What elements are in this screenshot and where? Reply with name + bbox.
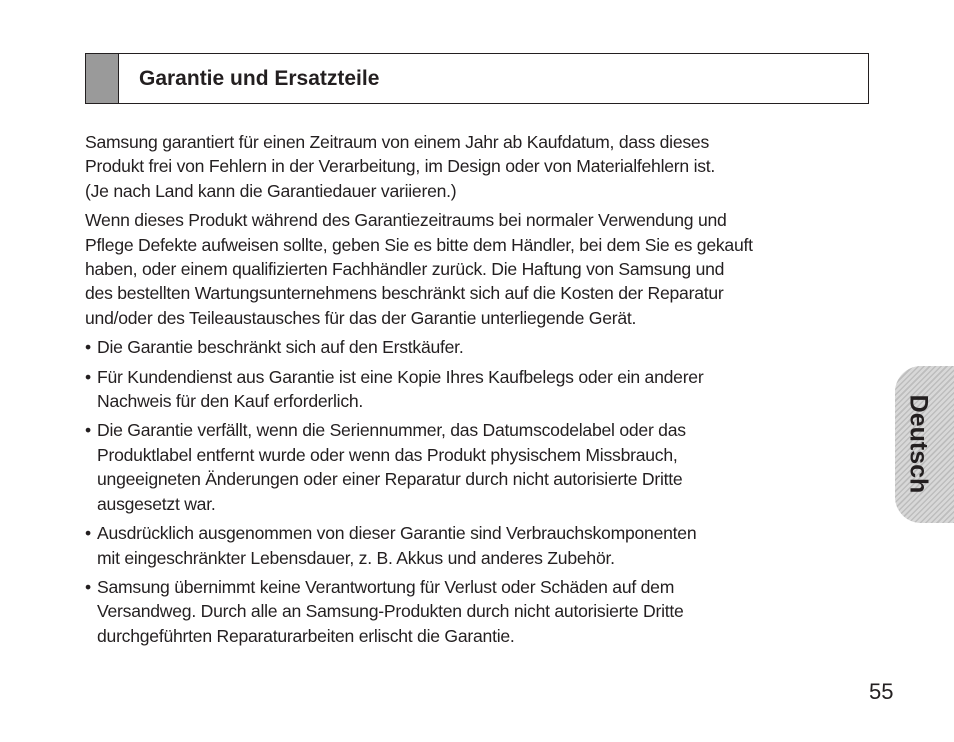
bullet-dot: • [85, 576, 91, 597]
paragraph-line: und/oder des Teileaustausches für das der Garantie unterliegende Gerät. [85, 307, 637, 328]
list-item-line: ausgesetzt war. [97, 493, 216, 514]
bullet-dot: • [85, 523, 91, 544]
list-item-line: mit eingeschränkter Lebensdauer, z. B. Akkus und anderes Zubehör. [97, 547, 615, 568]
section-header [85, 53, 869, 104]
list-item [85, 418, 875, 516]
bullet-dot: • [85, 420, 91, 441]
paragraph-line: Pflege Defekte aufweisen sollte, geben Sie es bitte dem Händler, bei dem Sie es gekauft [85, 234, 753, 255]
page-number: 55 [869, 679, 894, 704]
list-item [85, 575, 875, 648]
paragraph-warranty-liability [85, 208, 875, 330]
list-item [85, 521, 875, 570]
paragraph-line: Samsung garantiert für einen Zeitraum von einem Jahr ab Kaufdatum, dass dieses [85, 132, 709, 152]
list-item-line: Ausdrücklich ausgenommen von dieser Garantie sind Verbrauchskomponenten [97, 523, 697, 544]
list-item-line: Die Garantie verfällt, wenn die Seriennummer, das Datumscodelabel oder das [97, 420, 686, 441]
paragraph-line: des bestellten Wartungsunternehmens beschränkt sich auf die Kosten der Reparatur [85, 283, 724, 304]
warranty-conditions-list [85, 335, 875, 648]
list-item-line: Samsung übernimmt keine Verantwortung für Verlust oder Schäden auf dem [97, 576, 675, 597]
paragraph-line: Produkt frei von Fehlern in der Verarbeitung, im Design oder von Materialfehlern ist. [85, 156, 716, 177]
paragraph-line: haben, oder einem qualifizierten Fachhändler zurück. Die Haftung von Samsung und [85, 259, 725, 280]
language-tab-label: Deutsch [904, 394, 933, 494]
header-color-swatch [86, 54, 119, 103]
list-item-line: Versandweg. Durch alle an Samsung-Produkten durch nicht autorisierte Dritte [97, 601, 684, 622]
language-tab [895, 366, 954, 523]
list-item-line: ungeeigneten Änderungen oder einer Reparatur durch nicht autorisierte Dritte [97, 469, 683, 490]
list-item-line: Die Garantie beschränkt sich auf den Erstkäufer. [97, 337, 464, 358]
list-item [85, 365, 875, 414]
list-item [85, 335, 875, 359]
paragraph-line: (Je nach Land kann die Garantiedauer variieren.) [85, 180, 457, 201]
bullet-dot: • [85, 337, 91, 358]
paragraph-line: Wenn dieses Produkt während des Garantiezeitraums bei normaler Verwendung und [85, 210, 727, 231]
body-content [85, 130, 875, 653]
list-item-line: Produktlabel entfernt wurde oder wenn das Produkt physischem Missbrauch, [97, 444, 678, 465]
list-item-line: Nachweis für den Kauf erforderlich. [97, 391, 364, 412]
paragraph-warranty-period [85, 130, 875, 203]
bullet-dot: • [85, 366, 91, 387]
list-item-line: durchgeführten Reparaturarbeiten erlischt die Garantie. [97, 625, 515, 646]
list-item-line: Für Kundendienst aus Garantie ist eine Kopie Ihres Kaufbelegs oder ein anderer [97, 366, 704, 387]
section-title: Garantie und Ersatzteile [139, 67, 380, 90]
